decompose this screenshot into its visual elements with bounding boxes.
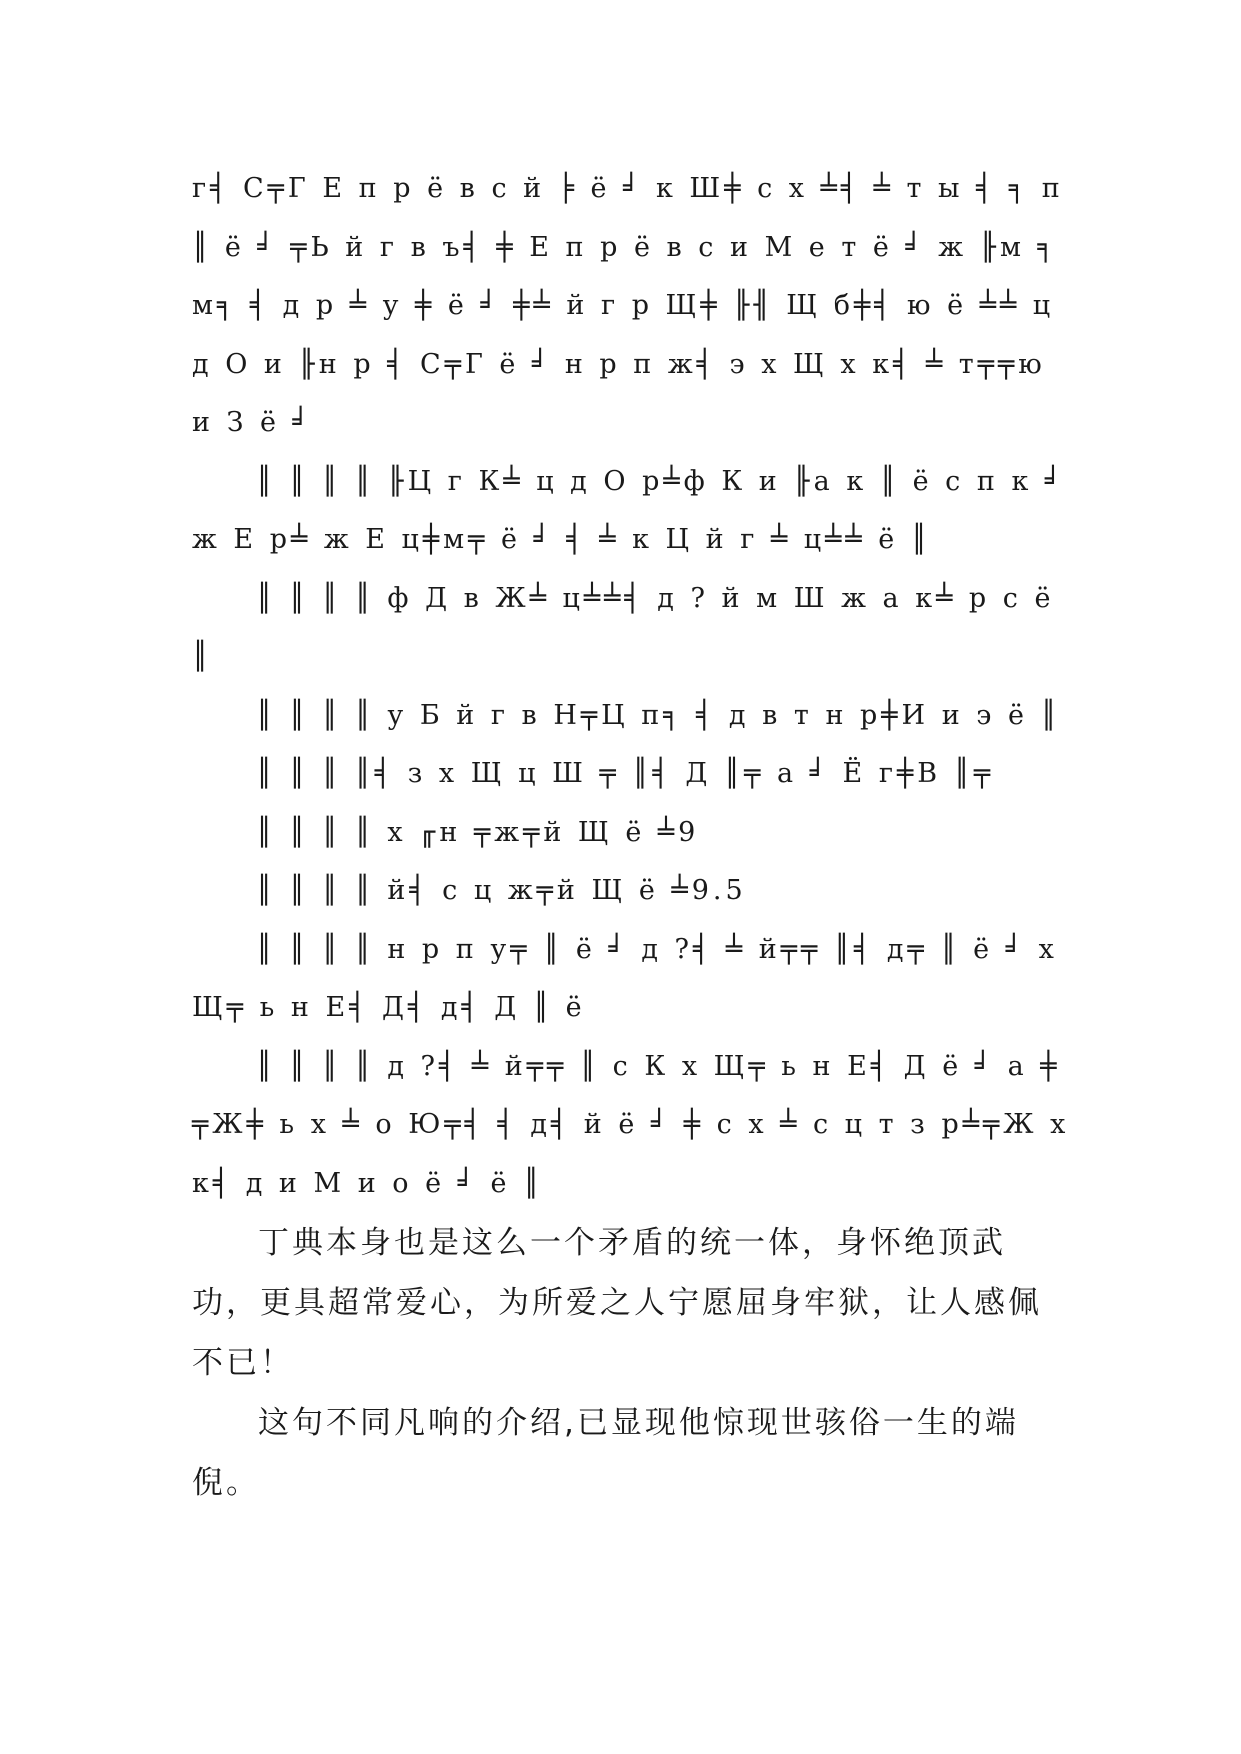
paragraph-4: ║ ║ ║ ║ у Б й г в Н╤Ц п╕ ╡ д в т н р╪И и э ё ║ <box>256 699 1061 731</box>
paragraph-1: г╡ С╤Г Е п р ё в с й ╞ ё ╛ к Ш╪ с х ╧╡ ╧ т ы ╡ ╕ п ║ ё ╛ ╤Ь й г в ъ╡ ╪ Е п р ё в с и М е т ё ╛ ж ╟м ╕ м╕ ╡ д р ╧ у ╪ ё ╛ ╪╧ й г р Щ╪ ╟╢ Щ б╪╡ ю ё ╧╧ ц д О и ╟н р ╡ С╤Г ё ╛ н р п ж╡ э х Щ х к╡ ╧ т╤╤ю и З ё ╛ <box>192 173 1064 438</box>
chinese-paragraph-2: 这句不同凡响的介绍,已显现他惊现世骇俗一生的端倪。 <box>192 1405 1019 1501</box>
paragraph-7: ║ ║ ║ ║ й╡ с ц ж╤й Щ ё ╧9.5 <box>256 875 747 906</box>
paragraph-8: ║ ║ ║ ║ н р п у╤ ║ ё ╛ д ?╡ ╧ й╤╤ ║╡ д╤ ║ ё ╛ х Щ╤ ь н Е╡ Д╡ д╡ Д ║ ё <box>192 933 1058 1023</box>
paragraph-6: ║ ║ ║ ║ х ╓н ╤ж╤й Щ ё ╧9 <box>256 816 700 848</box>
paragraph-2: ║ ║ ║ ║ ╟Ц г К╧ ц д О р╧ф К и ╟а к ║ ё с п к ╛ ж Е р╧ ж Е ц╪м╤ ё ╛ ╡ ╧ к Ц й г ╧ ц╧╧ ё ║ <box>192 465 1066 555</box>
paragraph-5: ║ ║ ║ ║╡ з х Щ ц Ш ╤ ║╡ Д ║╤ а ╛ Ё г╪В ║╤ <box>256 758 995 789</box>
paragraph-3: ║ ║ ║ ║ ф Д в Ж╧ ц╧╧╡ д ? й м Ш ж а к╧ р с ё ║ <box>192 582 1055 672</box>
chinese-paragraph-1: 丁典本身也是这么一个矛盾的统一体，身怀绝顶武功，更具超常爱心，为所爱之人宁愿屈身牢狱，让人感佩不已！ <box>192 1225 1042 1381</box>
paragraph-9: ║ ║ ║ ║ д ?╡ ╧ й╤╤ ║ с К х Щ╤ ь н Е╡ Д ё ╛ а ╪╤Ж╪ ь х ╧ о Ю╤╡ ╡ д╡ й ё ╛ ╪ с х ╧ с ц т з р╧╤Ж х к╡ д и М и о ё ╛ ё ║ <box>192 1050 1070 1199</box>
body-text <box>192 160 1072 1513</box>
